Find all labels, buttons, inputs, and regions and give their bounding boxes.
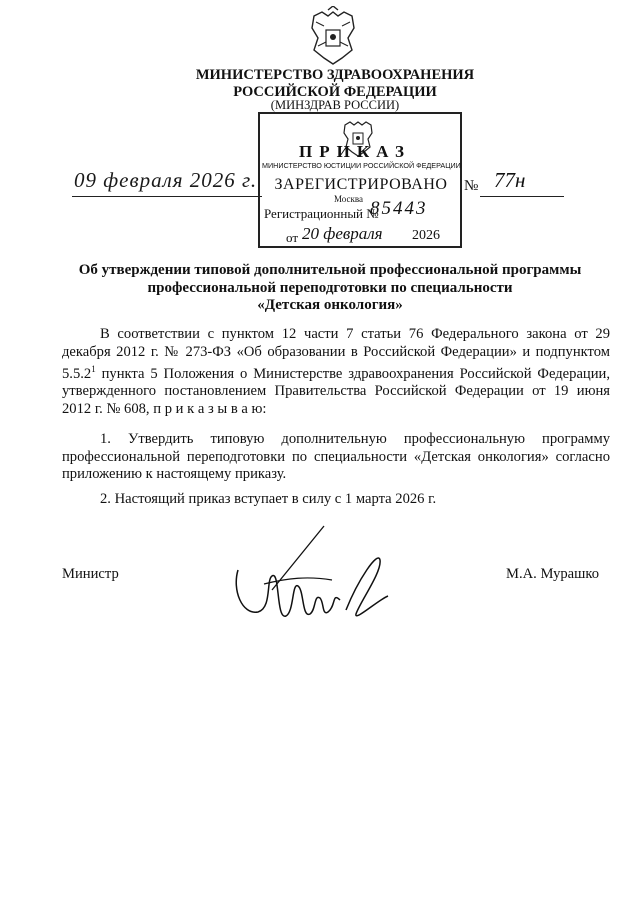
clause-2-text: 2. Настоящий приказ вступает в силу с 1 марта 2026 г. <box>100 491 437 507</box>
order-date-underline <box>72 196 262 197</box>
stamp-reg-label: Регистрационный № <box>264 206 379 221</box>
order-number-underline <box>480 196 564 197</box>
order-number: 77н <box>494 168 526 192</box>
coat-of-arms-icon <box>300 6 366 68</box>
stamp-reg-number: 85443 <box>370 198 428 219</box>
document-type: ПРИКАЗ <box>299 142 411 161</box>
stamp-registered-title: ЗАРЕГИСТРИРОВАНО <box>274 176 448 193</box>
stamp-date-handwritten: 20 февраля <box>302 224 383 243</box>
preamble-text-a: В соответствии с пунктом 12 части 7 статьи 76 Федерального закона от 29 декабря 2012 г. № 273-ФЗ «Об образовании в Российской Федерации» и подпунктом 5.5.2 <box>62 326 610 382</box>
clause-2-paragraph <box>62 491 610 509</box>
stamp-year: 2026 <box>412 228 440 243</box>
order-date: 09 февраля 2026 г. <box>74 168 258 192</box>
preamble-text-b: пункта 5 Положения о Министерстве здравоохранения Российской Федерации, утвержденного постановлением Правительства Российской Федерации от 19 июня 2012 г. № 608, п р и к а з ы в а ю: <box>62 365 610 417</box>
clause-1-text: 1. Утвердить типовую дополнительную профессиональную программу профессиональной переподготовки по специальности «Детская онкология» согласно приложению к настоящему приказу. <box>62 431 610 482</box>
title-line-1: Об утверждении типовой дополнительной профессиональной программы <box>78 262 582 278</box>
preamble-paragraph <box>62 326 610 418</box>
clause-1-paragraph <box>62 431 610 484</box>
document-title <box>60 262 600 315</box>
ministry-name-line2: РОССИЙСКОЙ ФЕДЕРАЦИИ <box>233 84 437 100</box>
ministry-name-line1: МИНИСТЕРСТВО ЗДРАВООХРАНЕНИЯ <box>195 67 475 83</box>
stamp-date-prefix: от <box>286 230 299 245</box>
stamp-organization: МИНИСТЕРСТВО ЮСТИЦИИ РОССИЙСКОЙ ФЕДЕРАЦИИ <box>262 161 461 170</box>
order-number-label: № <box>464 178 479 194</box>
footnote-mark: 1 <box>91 364 96 374</box>
title-line-3: «Детская онкология» <box>257 297 403 313</box>
signer-name: М.А. Мурашко <box>506 566 600 582</box>
ministry-short-name: (МИНЗДРАВ РОССИИ) <box>270 98 400 112</box>
title-line-2: профессиональной переподготовки по специальности <box>147 279 513 296</box>
stamp-city: Москва <box>334 194 363 204</box>
handwritten-signature <box>228 520 408 640</box>
signer-position: Министр <box>62 566 119 582</box>
